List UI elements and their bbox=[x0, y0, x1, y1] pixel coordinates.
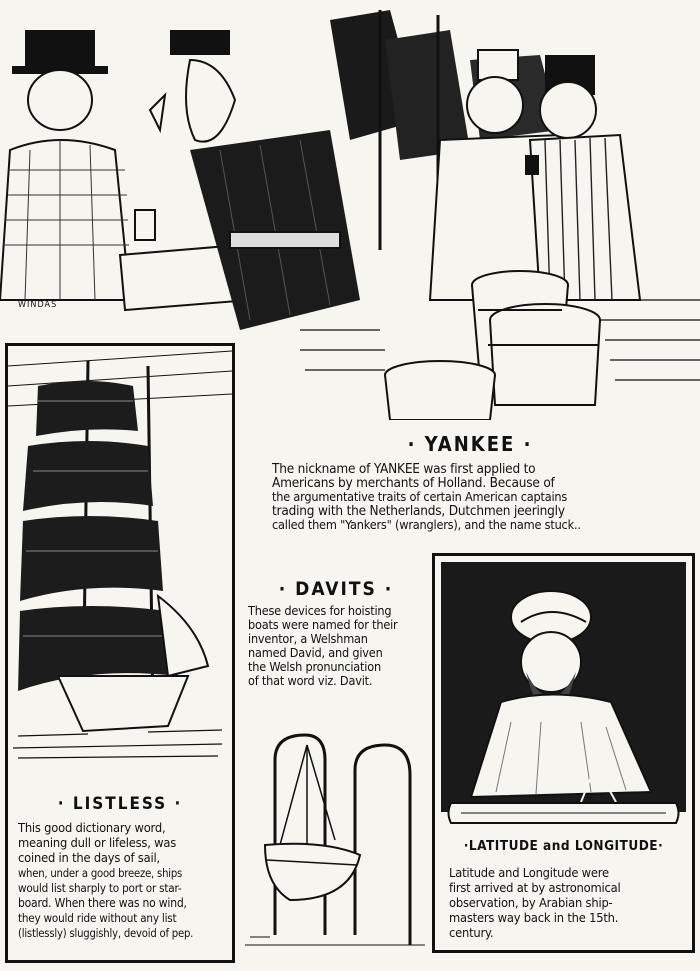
listless-line: they would ride without any list bbox=[18, 911, 177, 925]
listless-text bbox=[18, 821, 230, 941]
davits-line: named David, and given bbox=[248, 645, 383, 660]
listless-line: coined in the days of sail, bbox=[18, 851, 160, 866]
davit-drawing bbox=[245, 715, 425, 950]
latitude-line: first arrived at by astronomical bbox=[449, 881, 621, 896]
latitude-illustration bbox=[441, 562, 686, 812]
listless-line: when, under a good breeze, ships bbox=[18, 867, 183, 880]
latitude-panel bbox=[432, 553, 695, 953]
davits-section bbox=[240, 578, 432, 688]
listless-line: (listlessly) sluggishly, devoid of pep. bbox=[18, 927, 194, 940]
latitude-title: ·LATITUDE and LONGITUDE· bbox=[463, 838, 664, 854]
davits-line: inventor, a Welshman bbox=[248, 631, 368, 646]
davit-boat-drawing bbox=[245, 715, 425, 950]
listless-panel bbox=[5, 343, 235, 963]
yankee-title: · YANKEE · bbox=[407, 432, 533, 456]
davits-line: boats were named for their bbox=[248, 617, 398, 632]
latitude-line: observation, by Arabian ship- bbox=[449, 896, 613, 911]
listless-line: board. When there was no wind, bbox=[18, 896, 187, 910]
arabian-shipmaster-drawing bbox=[441, 562, 686, 812]
yankee-line: Americans by merchants of Holland. Because of bbox=[272, 475, 555, 491]
latitude-text bbox=[449, 866, 689, 941]
listless-line: meaning dull or lifeless, was bbox=[18, 836, 177, 851]
davits-line: the Welsh pronunciation bbox=[248, 659, 381, 674]
davits-line: of that word viz. Davit. bbox=[248, 673, 373, 688]
listless-title: · LISTLESS · bbox=[57, 794, 183, 814]
yankee-line: trading with the Netherlands, Dutchmen jeeringly bbox=[272, 503, 565, 519]
artist-signature: WINDAS bbox=[18, 300, 58, 310]
davits-line: These devices for hoisting bbox=[248, 603, 392, 618]
sailing-ship-drawing bbox=[8, 346, 232, 766]
yankee-line: called them "Yankers" (wranglers), and the name stuck.. bbox=[272, 517, 581, 532]
yankee-section bbox=[240, 432, 700, 532]
davits-text bbox=[240, 604, 432, 688]
yankee-line: the argumentative traits of certain American captains bbox=[272, 489, 568, 504]
davits-title: · DAVITS · bbox=[278, 578, 394, 600]
latitude-line: century. bbox=[449, 926, 494, 941]
listless-line: This good dictionary word, bbox=[18, 821, 166, 836]
latitude-line: masters way back in the 15th. bbox=[449, 911, 619, 926]
listless-line: would list sharply to port or star- bbox=[18, 881, 182, 895]
scroll-chart-drawing bbox=[441, 798, 686, 828]
yankee-line: The nickname of YANKEE was first applied to bbox=[272, 461, 536, 477]
yankee-text bbox=[240, 462, 700, 532]
latitude-line: Latitude and Longitude were bbox=[449, 866, 609, 881]
